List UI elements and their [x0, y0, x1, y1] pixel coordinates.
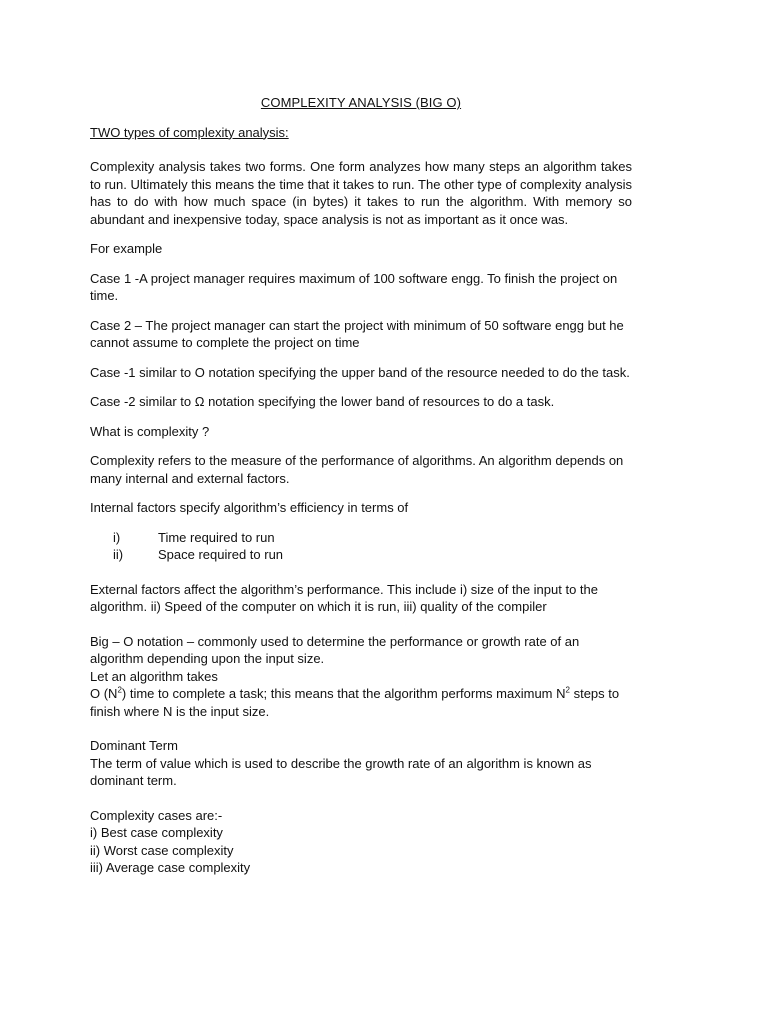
list-text: Time required to run — [158, 529, 275, 545]
big-o-let: Let an algorithm takes — [90, 668, 218, 684]
intro-paragraph: Complexity analysis takes two forms. One form analyzes how many steps an algorithm takes to run. Ultimately this means the time that it takes to run. The other type of complexity analysis has to do with how much space (in bytes) it takes to run the algorithm. With memory so abundant and inexpensive today, space analysis is not as important as it once was. — [90, 159, 632, 227]
big-o-example: O $(N^2)$ time to complete a task; this means that the algorithm performs maximum $N^2$ steps to finish where N is the input size. — [90, 685, 620, 719]
for-example-label: For example — [90, 241, 163, 256]
case-1-paragraph: Case 1 -A project manager requires maximum of 100 software engg. To finish the project on time. — [90, 270, 618, 303]
external-factors-paragraph: External factors affect the algorithm’s performance. This include i) size of the input to the algorithm. ii) Speed of the computer on which it is run, iii) quality of the compiler — [90, 581, 598, 614]
big-o-section — [90, 633, 632, 721]
case-2-note: Case -2 similar to Ω notation specifying the lower band of resources to do a task. — [90, 394, 555, 409]
list-number: ii) — [113, 547, 124, 562]
list-item: i) Best case complexity — [90, 825, 223, 840]
dominant-term-text: The term of value which is used to describe the growth rate of an algorithm is known as dominant term. — [90, 755, 592, 788]
list-item: ii) Worst case complexity — [90, 842, 234, 858]
complexity-cases-section — [90, 807, 632, 877]
internal-factors-intro: Internal factors specify algorithm’s efficiency in terms of — [90, 500, 409, 515]
list-text: Space required to run — [158, 547, 284, 562]
section-heading: TWO types of complexity analysis: — [90, 124, 289, 140]
internal-factors-list — [90, 529, 632, 564]
list-item: iii) Average case complexity — [90, 860, 251, 875]
document-title: COMPLEXITY ANALYSIS (BIG O) — [260, 95, 462, 110]
what-is-complexity: What is complexity ? — [90, 423, 210, 439]
dominant-term-section — [90, 737, 632, 790]
complexity-definition: Complexity refers to the measure of the performance of algorithms. An algorithm depends on many internal and external factors. — [90, 453, 624, 486]
complexity-cases-heading: Complexity cases are:- — [90, 807, 223, 823]
case-2-paragraph: Case 2 – The project manager can start the project with minimum of 50 software engg but he cannot assume to complete the project on time — [90, 317, 624, 350]
big-o-definition: Big – O notation – commonly used to determine the performance or growth rate of an algorithm depending upon the input size. — [90, 633, 580, 666]
list-item — [90, 529, 632, 547]
list-number: i) — [113, 529, 121, 545]
document-page — [90, 94, 632, 894]
list-item — [90, 546, 632, 564]
case-1-note: Case -1 similar to O notation specifying the upper band of the resource needed to do the task. — [90, 364, 630, 380]
dominant-term-heading: Dominant Term — [90, 738, 178, 753]
